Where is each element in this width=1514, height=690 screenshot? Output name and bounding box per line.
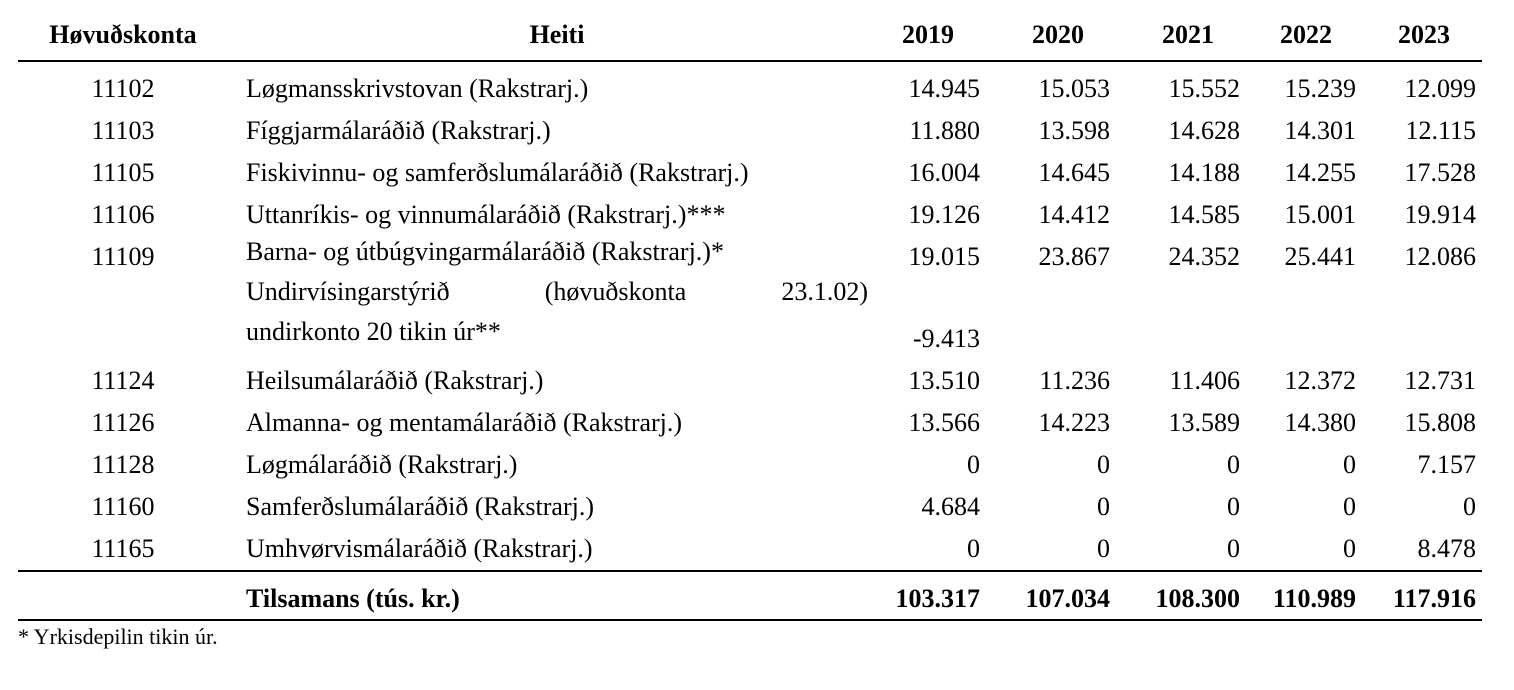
total-label: Tilsamans (tús. kr.)	[246, 584, 460, 613]
cell-2019: 19.126	[908, 200, 980, 229]
sub-line1-part-a: Undirvísingarstýrið	[246, 277, 450, 306]
table-row	[18, 190, 1482, 232]
cell-2021: 14.628	[1168, 116, 1240, 145]
header-2020: 2020	[1032, 20, 1084, 49]
cell-2020: 14.223	[1038, 408, 1110, 437]
cell-sub-2019: -9.413	[912, 324, 980, 353]
cell-2022: 0	[1343, 450, 1356, 479]
cell-2022: 0	[1343, 534, 1356, 563]
cell-2019: 0	[967, 534, 980, 563]
cell-heiti: Løgmansskrivstovan (Rakstrarj.)	[246, 74, 589, 103]
table-row	[18, 106, 1482, 148]
table-row	[18, 64, 1482, 106]
cell-heiti: Uttanríkis- og vinnumálaráðið (Rakstrarj.)***	[246, 200, 726, 229]
cell-heiti: Heilsumálaráðið (Rakstrarj.)	[246, 366, 544, 395]
cell-2021: 0	[1227, 492, 1240, 521]
cell-2023: 7.157	[1417, 450, 1476, 479]
cell-heiti-multiline	[246, 232, 868, 352]
header-2022: 2022	[1280, 20, 1332, 49]
header-2019: 2019	[902, 20, 954, 49]
cell-konta: 11103	[91, 116, 155, 145]
table-row	[18, 440, 1482, 482]
cell-2023: 0	[1463, 492, 1476, 521]
cell-heiti: Almanna- og mentamálaráðið (Rakstrarj.)	[246, 408, 683, 437]
cell-2020: 14.412	[1038, 200, 1110, 229]
cell-konta: 11126	[91, 408, 155, 437]
cell-2020: 15.053	[1038, 74, 1110, 103]
table-body	[18, 64, 1482, 566]
cell-konta: 11105	[91, 158, 155, 187]
cell-2021: 14.188	[1168, 158, 1240, 187]
cell-heiti: Løgmálaráðið (Rakstrarj.)	[246, 450, 518, 479]
cell-2021: 0	[1227, 450, 1240, 479]
header-rule	[18, 60, 1482, 62]
cell-konta: 11165	[91, 534, 155, 563]
cell-2023: 12.115	[1405, 116, 1476, 145]
cell-heiti-sub-line2: undirkonto 20 tikin úr**	[246, 317, 501, 346]
table-header	[18, 14, 1482, 60]
cell-heiti: Umhvørvismálaráðið (Rakstrarj.)	[246, 534, 593, 563]
total-2019: 103.317	[895, 584, 980, 613]
cell-2020: 11.236	[1039, 366, 1110, 395]
sub-line1-part-c: 23.1.02)	[781, 277, 868, 306]
total-2023: 117.916	[1392, 584, 1476, 613]
cell-2020: 23.867	[1038, 242, 1110, 271]
cell-heiti-sub-line1	[246, 272, 868, 312]
cell-2023: 12.099	[1404, 74, 1476, 103]
total-2021: 108.300	[1155, 584, 1240, 613]
header-konta: Høvuðskonta	[49, 20, 197, 49]
total-2022: 110.989	[1272, 584, 1356, 613]
cell-heiti: Barna- og útbúgvingarmálaráðið (Rakstrarj.)*	[246, 237, 724, 266]
cell-konta: 11106	[91, 200, 155, 229]
cell-heiti: Fíggjarmálaráðið (Rakstrarj.)	[246, 116, 551, 145]
cell-2019: 13.510	[908, 366, 980, 395]
cell-2021: 0	[1227, 534, 1240, 563]
cell-2022: 15.001	[1284, 200, 1356, 229]
cell-2019: 0	[967, 450, 980, 479]
cell-2023: 15.808	[1404, 408, 1476, 437]
cell-2019: 4.684	[921, 492, 980, 521]
header-2021: 2021	[1162, 20, 1214, 49]
cell-2022: 14.255	[1284, 158, 1356, 187]
table-row	[18, 482, 1482, 524]
cell-konta: 11160	[91, 492, 155, 521]
cell-konta: 11109	[91, 242, 155, 271]
sub-line1-part-b: (høvuðskonta	[544, 277, 687, 306]
cell-2022: 0	[1343, 492, 1356, 521]
cell-konta: 11102	[91, 74, 155, 103]
cell-2022: 14.301	[1284, 116, 1356, 145]
cell-2020: 14.645	[1038, 158, 1110, 187]
table-row	[18, 524, 1482, 566]
cell-2021: 24.352	[1168, 242, 1240, 271]
cell-2020: 0	[1097, 450, 1110, 479]
cell-2022: 25.441	[1284, 242, 1356, 271]
cell-2022: 12.372	[1284, 366, 1356, 395]
cell-2023: 8.478	[1417, 534, 1476, 563]
table-row	[18, 398, 1482, 440]
cell-heiti: Fiskivinnu- og samferðslumálaráðið (Rakstrarj.)	[246, 158, 749, 187]
cell-2022: 14.380	[1284, 408, 1356, 437]
total-bottom-rule	[18, 619, 1482, 621]
table-row	[18, 232, 1482, 356]
cell-2019: 11.880	[909, 116, 980, 145]
header-heiti: Heiti	[529, 20, 585, 49]
cell-2019: 16.004	[908, 158, 980, 187]
cell-konta: 11128	[91, 450, 155, 479]
cell-heiti: Samferðslumálaráðið (Rakstrarj.)	[246, 492, 594, 521]
cell-2021: 15.552	[1168, 74, 1240, 103]
header-2023: 2023	[1398, 20, 1450, 49]
cell-2023: 12.731	[1404, 366, 1476, 395]
budget-table	[18, 14, 1482, 613]
cell-2023: 19.914	[1404, 200, 1476, 229]
table-row	[18, 356, 1482, 398]
cell-2021: 13.589	[1168, 408, 1240, 437]
cell-2019: 14.945	[908, 74, 980, 103]
cell-2021: 11.406	[1169, 366, 1240, 395]
cell-2023: 17.528	[1404, 158, 1476, 187]
cell-2019: 13.566	[908, 408, 980, 437]
cell-2020: 0	[1097, 534, 1110, 563]
cell-2021: 14.585	[1168, 200, 1240, 229]
cell-2020: 13.598	[1038, 116, 1110, 145]
cell-2023: 12.086	[1404, 242, 1476, 271]
total-2020: 107.034	[1025, 584, 1110, 613]
footnote: * Yrkisdepilin tikin úr.	[18, 624, 218, 649]
cell-2020: 0	[1097, 492, 1110, 521]
total-row	[18, 572, 1482, 620]
table-row	[18, 148, 1482, 190]
cell-2022: 15.239	[1284, 74, 1356, 103]
cell-2019: 19.015	[908, 242, 980, 271]
cell-konta: 11124	[91, 366, 155, 395]
